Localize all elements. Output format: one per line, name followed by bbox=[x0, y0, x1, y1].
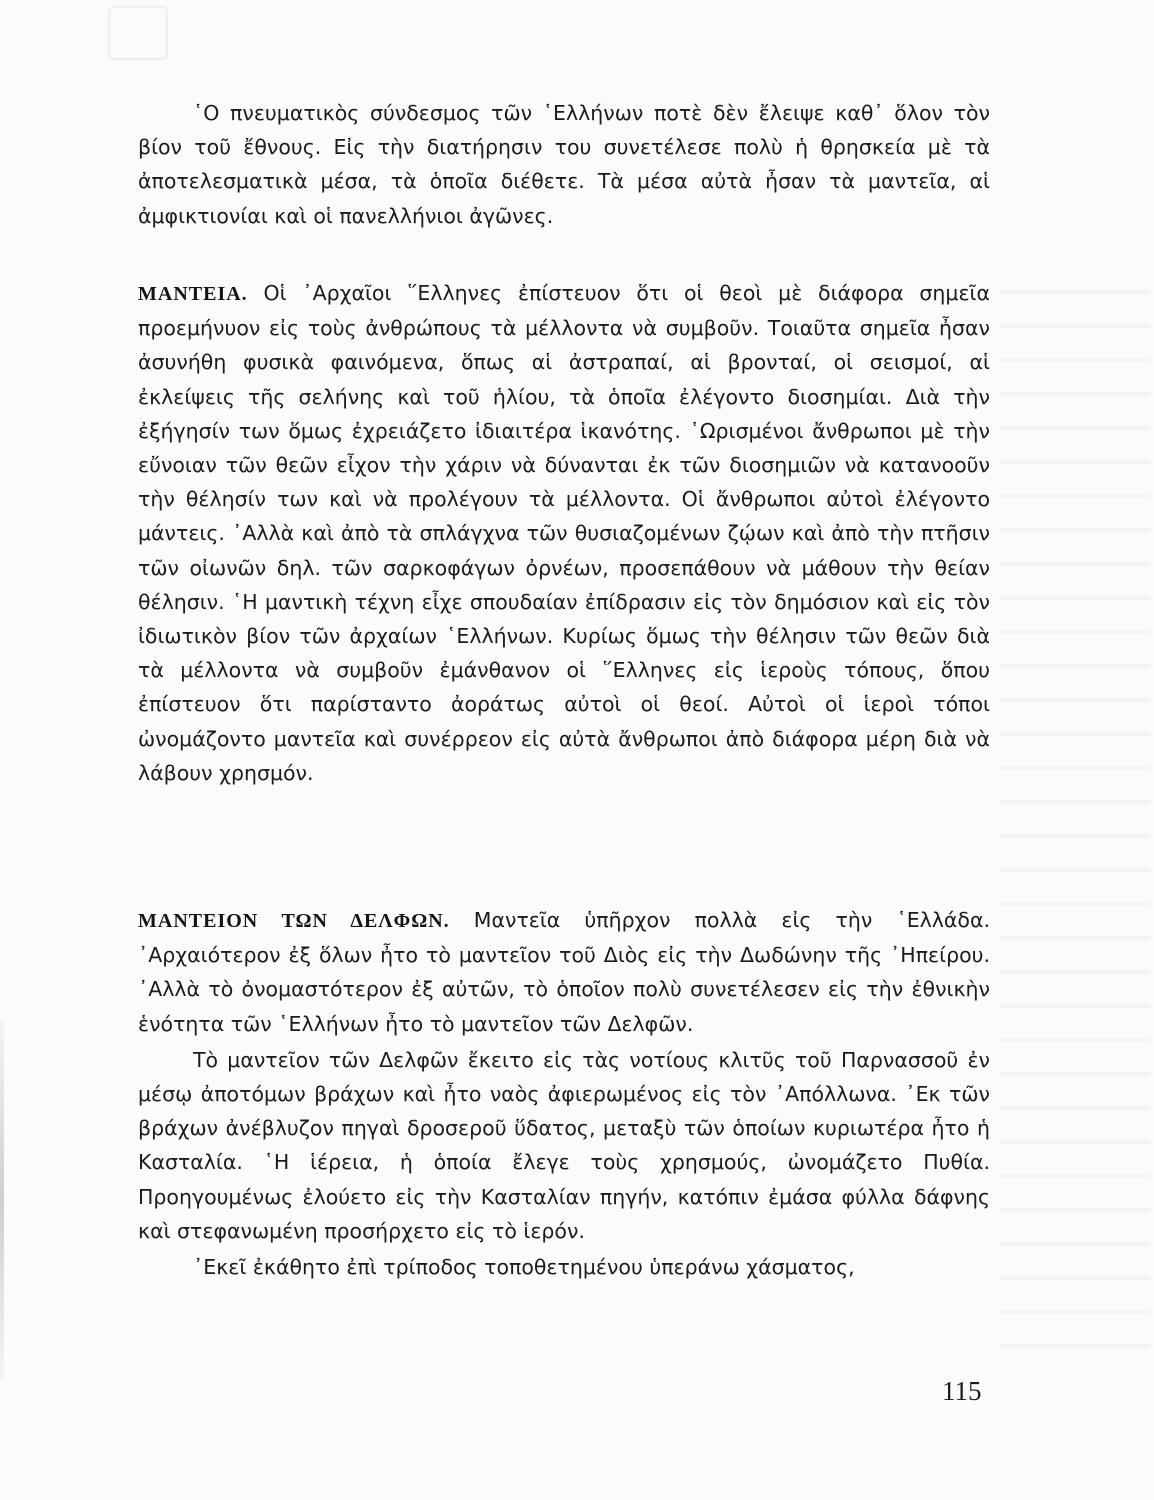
delphi-text: Μαντεῖα ὑπῆρχον πολλὰ εἰς τὴν ῾Ελλάδα. ᾿Αρχαιότερον ἐξ ὅλων ἦτο τὸ μαντεῖον τοῦ Διὸς εἰς τὴν Δωδώνην τῆς ᾿Ηπείρου. ᾿Αλλὰ τὸ ὀνομαστότερον ἐξ αὐτῶν, τὸ ὁποῖον πολὺ συνετέλεσεν εἰς τὴν ἐθνικὴν ἑνότητα τῶν ῾Ελλήνων ἦτο τὸ μαντεῖον τῶν Δελφῶν. bbox=[138, 908, 990, 1036]
binding-edge bbox=[0, 1020, 4, 1380]
delphi-paragraph-3: ᾿Εκεῖ ἐκάθητο ἐπὶ τρίποδος τοποθετημένου ὑπεράνω χάσματος, bbox=[193, 1255, 855, 1280]
manteia-paragraph bbox=[138, 276, 990, 790]
delphi-heading: ΜΑΝΤΕΙΟΝ ΤΩΝ ΔΕΛΦΩΝ. bbox=[138, 910, 450, 932]
scan-artifact bbox=[108, 6, 168, 60]
delphi-paragraph-1 bbox=[138, 903, 990, 1041]
intro-paragraph: ῾Ο πνευματικὸς σύνδεσμος τῶν ῾Ελλήνων ποτὲ δὲν ἔλειψε καθ᾿ ὅλον τὸν βίον τοῦ ἔθνους. Εἰς τὴν διατήρησιν του συνετέλεσε πολὺ ἡ θρησκεία μὲ τὰ ἀποτελεσματικὰ μέσα, τὰ ὁποῖα διέθετε. Τὰ μέσα αὐτὰ ἦσαν τὰ μαντεῖα, αἱ ἀμφικτιονίαι καὶ οἱ πανελλήνιοι ἀγῶνες. bbox=[138, 101, 990, 228]
delphi-paragraph-2: Τὸ μαντεῖον τῶν Δελφῶν ἔκειτο εἰς τὰς νοτίους κλιτῦς τοῦ Παρνασσοῦ ἐν μέσῳ ἀποτόμων βράχων καὶ ἦτο ναὸς ἀφιερωμένος εἰς τὸν ᾿Απόλλωνα. ᾿Εκ τῶν βράχων ἀνέβλυζον πηγαὶ δροσεροῦ ὕδατος, μεταξὺ τῶν ὁποίων κυριωτέρα ἦτο ἡ Κασταλία. ῾Η ἱέρεια, ἡ ὁποία ἔλεγε τοὺς χρησμούς, ὠνομάζετο Πυθία. Προηγουμένως ἐλούετο εἰς τὴν Κασταλίαν πηγήν, κατόπιν ἐμάσα φύλλα δάφνης καὶ στεφανωμένη προσήρχετο εἰς τὸ ἱερόν. bbox=[138, 1047, 990, 1243]
manteia-text: Οἱ ᾿Αρχαῖοι ῞Ελληνες ἐπίστευον ὅτι οἱ θεοὶ μὲ διάφορα σημεῖα προεμήνυον εἰς τοὺς ἀνθρώπους τὰ μέλλοντα νὰ συμβοῦν. Τοιαῦτα σημεῖα ἦσαν ἀσυνήθη φυσικὰ φαινόμενα, ὅπως αἱ ἀστραπαί, αἱ βρονταί, οἱ σεισμοί, αἱ ἐκλείψεις τῆς σελήνης καὶ τοῦ ἡλίου, τὰ ὁποῖα ἐλέγοντο διοσημίαι. Διὰ τὴν ἐξήγησίν των ὅμως ἐχρειάζετο ἰδιαιτέρα ἱκανότης. ῾Ωρισμένοι ἄνθρωποι μὲ τὴν εὔνοιαν τῶν θεῶν εἶχον τὴν χάριν νὰ δύνανται ἐκ τῶν διοσημιῶν νὰ κατανοοῦν τὴν θέλησίν των καὶ νὰ προλέγουν τὰ μέλλοντα. Οἱ ἄνθρωποι αὐτοὶ ἐλέγοντο μάντεις. ᾿Αλλὰ καὶ ἀπὸ τὰ σπλάγχνα τῶν θυσιαζομένων ζῴων καὶ ἀπὸ τὴν πτῆσιν τῶν οἰωνῶν δηλ. τῶν σαρκοφάγων ὀρνέων, προσεπάθουν νὰ μάθουν τὴν θείαν θέλησιν. ῾Η μαντικὴ τέχνη εἶχε σπουδαίαν ἐπίδρασιν εἰς τὸν δημόσιον καὶ εἰς τὸν ἰδιωτικὸν βίον τῶν ἀρχαίων ῾Ελλήνων. Κυρίως ὅμως τὴν θέλησιν τῶν θεῶν διὰ τὰ μέλλοντα νὰ συμβοῦν ἐμάνθανον οἱ ῞Ελληνες εἰς ἱεροὺς τόπους, ὅπου ἐπίστευον ὅτι παρίσταντο ἀοράτως αὐτοὶ οἱ θεοί. Αὐτοὶ οἱ ἱεροὶ τόποι ὠνομάζοντο μαντεῖα καὶ συνέρρεον εἰς αὐτὰ ἄνθρωποι ἀπὸ διάφορα μέρη διὰ νὰ λάβουν χρησμόν. bbox=[138, 281, 990, 785]
intro-section bbox=[138, 96, 990, 233]
manteia-section bbox=[138, 276, 990, 790]
manteia-heading: ΜΑΝΤΕΙΑ. bbox=[138, 283, 248, 305]
page-number: 115 bbox=[942, 1376, 982, 1406]
delphi-section bbox=[138, 903, 990, 1284]
show-through bbox=[1000, 260, 1150, 1360]
